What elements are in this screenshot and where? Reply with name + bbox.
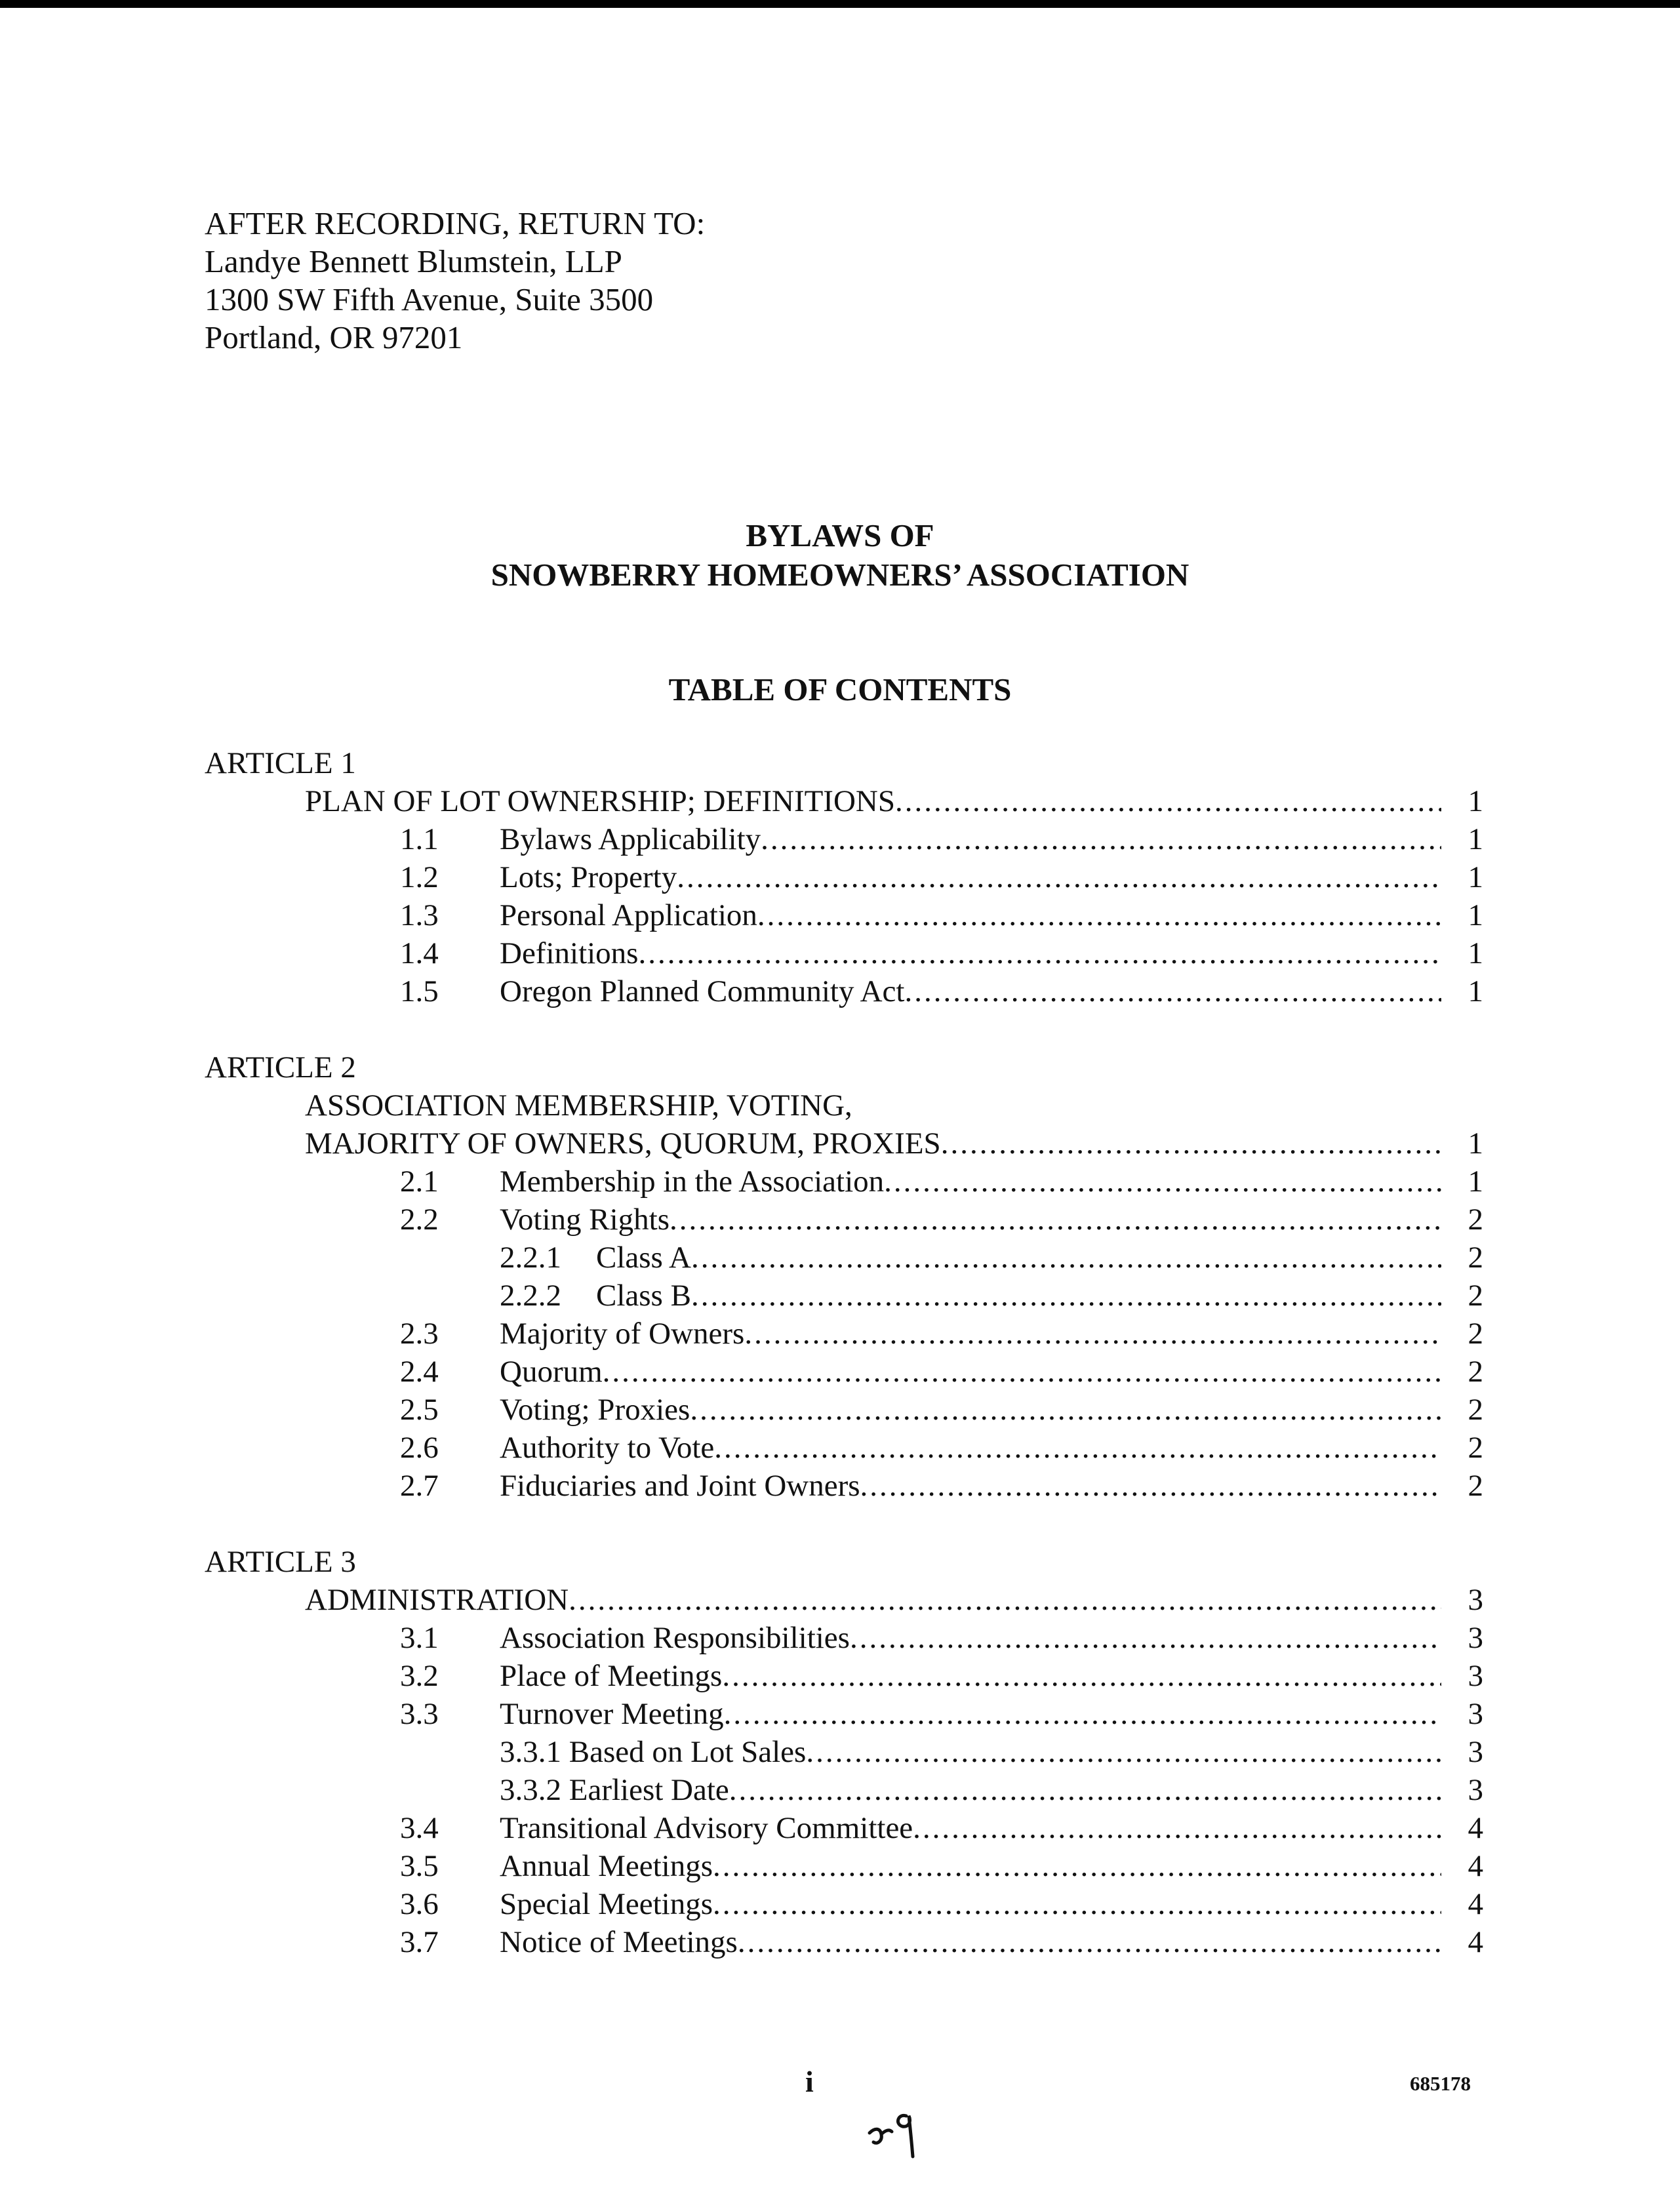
toc-entry-page: 3 <box>1468 1697 1483 1731</box>
toc-entry-title: Quorum <box>500 1355 603 1389</box>
dot-leader <box>714 1429 1441 1467</box>
toc-entry[interactable] <box>205 1619 1483 1657</box>
toc-entry-number: 1.2 <box>400 860 439 894</box>
toc-entry[interactable] <box>205 1315 1483 1353</box>
toc-entry-page: 2 <box>1468 1431 1483 1465</box>
dot-leader <box>690 1391 1441 1429</box>
dot-leader <box>670 1201 1441 1239</box>
toc-entry-title: Association Responsibilities <box>500 1621 850 1655</box>
document-title <box>0 516 1680 595</box>
toc-entry-page: 2 <box>1468 1317 1483 1351</box>
dot-leader <box>713 1847 1441 1885</box>
return-address-block <box>205 205 705 357</box>
toc-entry-number: 3.1 <box>400 1621 439 1655</box>
article-heading: ARTICLE 1 <box>205 746 356 780</box>
toc-entry[interactable] <box>205 1885 1483 1923</box>
toc-entry-page: 3 <box>1468 1659 1483 1693</box>
toc-entry-number: 2.4 <box>400 1355 439 1389</box>
toc-entry[interactable] <box>205 1923 1483 1961</box>
page-number: i <box>805 2065 814 2098</box>
toc-entry-title: MAJORITY OF OWNERS, QUORUM, PROXIES <box>305 1126 941 1161</box>
title-line-1: BYLAWS OF <box>746 517 934 553</box>
toc-entry[interactable] <box>205 1391 1483 1429</box>
toc-entry[interactable] <box>205 1353 1483 1391</box>
toc-entry-number: 2.5 <box>400 1393 439 1427</box>
return-line: AFTER RECORDING, RETURN TO: <box>205 205 706 241</box>
toc-entry-number: 2.2.1 <box>500 1241 561 1275</box>
toc-entry-title: Definitions <box>500 936 639 970</box>
toc-entry[interactable] <box>205 858 1483 896</box>
toc-entry-title: Voting; Proxies <box>500 1393 690 1427</box>
toc-entry[interactable] <box>205 1201 1483 1239</box>
toc-entry-title: Class A <box>596 1241 691 1275</box>
toc-entry-title: Lots; Property <box>500 860 677 894</box>
toc-entry-page: 4 <box>1468 1887 1483 1921</box>
toc-entry[interactable] <box>205 1277 1483 1315</box>
toc-entry-title: Personal Application <box>500 898 757 932</box>
toc-entry-title: Bylaws Applicability <box>500 822 761 856</box>
toc-article <box>205 1048 1483 1505</box>
dot-leader <box>941 1125 1441 1163</box>
toc-entry-page: 1 <box>1468 974 1483 1008</box>
toc-article <box>205 1543 1483 1961</box>
toc-entry-number: 2.6 <box>400 1431 439 1465</box>
return-line: Landye Bennett Blumstein, LLP <box>205 243 622 279</box>
dot-leader <box>738 1923 1441 1961</box>
toc-entry-title: 3.3.2 Earliest Date <box>500 1773 729 1807</box>
toc-entry-page: 1 <box>1468 1165 1483 1199</box>
toc-entry-number: 3.6 <box>400 1887 439 1921</box>
toc-entry[interactable] <box>205 820 1483 858</box>
toc-entry-number: 2.2 <box>400 1203 439 1237</box>
toc-entry[interactable] <box>205 1657 1483 1695</box>
dot-leader <box>806 1733 1441 1771</box>
dot-leader <box>884 1163 1441 1201</box>
dot-leader <box>713 1885 1441 1923</box>
return-line: 1300 SW Fifth Avenue, Suite 3500 <box>205 281 654 317</box>
toc-entry-page: 1 <box>1468 860 1483 894</box>
toc-entry[interactable] <box>205 1125 1483 1163</box>
toc-entry-title: Class B <box>596 1279 691 1313</box>
toc-entry-page: 2 <box>1468 1393 1483 1427</box>
toc-entry[interactable] <box>205 1695 1483 1733</box>
dot-leader <box>757 896 1441 934</box>
toc-entry-number: 2.3 <box>400 1317 439 1351</box>
toc-entry-page: 1 <box>1468 936 1483 970</box>
dot-leader <box>569 1581 1441 1619</box>
toc-entry-page: 1 <box>1468 1126 1483 1161</box>
article-heading: ARTICLE 3 <box>205 1545 356 1579</box>
handwritten-initials-icon <box>866 2101 944 2160</box>
dot-leader <box>860 1467 1441 1505</box>
toc-heading: TABLE OF CONTENTS <box>668 671 1012 707</box>
dot-leader <box>603 1353 1441 1391</box>
dot-leader <box>691 1239 1441 1277</box>
toc-entry[interactable] <box>205 934 1483 972</box>
document-number: 685178 <box>1410 2072 1471 2095</box>
toc-entry-page: 3 <box>1468 1621 1483 1655</box>
toc-entry-page: 2 <box>1468 1279 1483 1313</box>
toc-entry[interactable] <box>205 1771 1483 1809</box>
toc-entry[interactable] <box>205 1429 1483 1467</box>
toc-entry-title: 3.3.1 Based on Lot Sales <box>500 1735 807 1769</box>
toc-entry-page: 4 <box>1468 1849 1483 1883</box>
toc-entry-page: 4 <box>1468 1811 1483 1845</box>
toc-entry[interactable] <box>205 1581 1483 1619</box>
toc-entry-title: Transitional Advisory Committee <box>500 1811 913 1845</box>
toc-entry-title: Majority of Owners <box>500 1317 745 1351</box>
toc-entry-title: Notice of Meetings <box>500 1925 738 1959</box>
dot-leader <box>761 820 1441 858</box>
toc-entry[interactable] <box>205 1086 1483 1125</box>
toc-entry-title: PLAN OF LOT OWNERSHIP; DEFINITIONS <box>305 784 895 818</box>
toc-entry-number: 1.4 <box>400 936 439 970</box>
toc-entry[interactable] <box>205 896 1483 934</box>
dot-leader <box>638 934 1441 972</box>
dot-leader <box>895 782 1441 820</box>
toc-entry-page: 3 <box>1468 1735 1483 1769</box>
toc-entry-title: Fiduciaries and Joint Owners <box>500 1469 860 1503</box>
toc-entry-title: Authority to Vote <box>500 1431 715 1465</box>
dot-leader <box>850 1619 1441 1657</box>
toc-entry-title: ASSOCIATION MEMBERSHIP, VOTING, <box>305 1088 852 1123</box>
toc-entry-title: Annual Meetings <box>500 1849 713 1883</box>
toc-entry-number: 3.7 <box>400 1925 439 1959</box>
dot-leader <box>691 1277 1441 1315</box>
toc-entry-number: 1.5 <box>400 974 439 1008</box>
dot-leader <box>677 858 1441 896</box>
toc-entry-page: 2 <box>1468 1469 1483 1503</box>
return-line: Portland, OR 97201 <box>205 319 463 355</box>
toc-entry-number: 3.3 <box>400 1697 439 1731</box>
toc-entry-title: Oregon Planned Community Act <box>500 974 905 1008</box>
toc-entry-number: 2.7 <box>400 1469 439 1503</box>
toc-entry-title: Place of Meetings <box>500 1659 723 1693</box>
toc-entry[interactable] <box>205 1163 1483 1201</box>
article-heading: ARTICLE 2 <box>205 1050 356 1085</box>
toc-entry[interactable] <box>205 1847 1483 1885</box>
dot-leader <box>904 972 1441 1010</box>
dot-leader <box>729 1771 1441 1809</box>
toc-entry-number: 2.2.2 <box>500 1279 561 1313</box>
table-of-contents <box>205 744 1483 1999</box>
toc-entry-number: 1.3 <box>400 898 439 932</box>
toc-entry-page: 1 <box>1468 898 1483 932</box>
toc-entry[interactable] <box>205 1733 1483 1771</box>
toc-entry[interactable] <box>205 1809 1483 1847</box>
dot-leader <box>913 1809 1441 1847</box>
toc-entry-page: 4 <box>1468 1925 1483 1959</box>
toc-entry[interactable] <box>205 1467 1483 1505</box>
title-line-2: SNOWBERRY HOMEOWNERS’ ASSOCIATION <box>490 557 1190 593</box>
toc-entry-title: Voting Rights <box>500 1203 670 1237</box>
toc-entry-title: Turnover Meeting <box>500 1697 724 1731</box>
toc-entry-page: 2 <box>1468 1203 1483 1237</box>
toc-entry[interactable] <box>205 782 1483 820</box>
toc-entry-page: 1 <box>1468 822 1483 856</box>
toc-entry[interactable] <box>205 1239 1483 1277</box>
toc-entry-title: Membership in the Association <box>500 1165 885 1199</box>
toc-entry-number: 3.5 <box>400 1849 439 1883</box>
toc-article <box>205 744 1483 1010</box>
dot-leader <box>724 1695 1441 1733</box>
toc-entry-page: 1 <box>1468 784 1483 818</box>
toc-entry-page: 2 <box>1468 1241 1483 1275</box>
dot-leader <box>744 1315 1441 1353</box>
toc-entry-title: ADMINISTRATION <box>305 1583 569 1617</box>
toc-entry-page: 2 <box>1468 1355 1483 1389</box>
toc-entry-number: 3.2 <box>400 1659 439 1693</box>
toc-entry-title: Special Meetings <box>500 1887 713 1921</box>
toc-entry-page: 3 <box>1468 1583 1483 1617</box>
dot-leader <box>722 1657 1441 1695</box>
toc-entry-number: 1.1 <box>400 822 439 856</box>
toc-entry-page: 3 <box>1468 1773 1483 1807</box>
toc-entry-number: 3.4 <box>400 1811 439 1845</box>
toc-entry[interactable] <box>205 972 1483 1010</box>
toc-entry-number: 2.1 <box>400 1165 439 1199</box>
